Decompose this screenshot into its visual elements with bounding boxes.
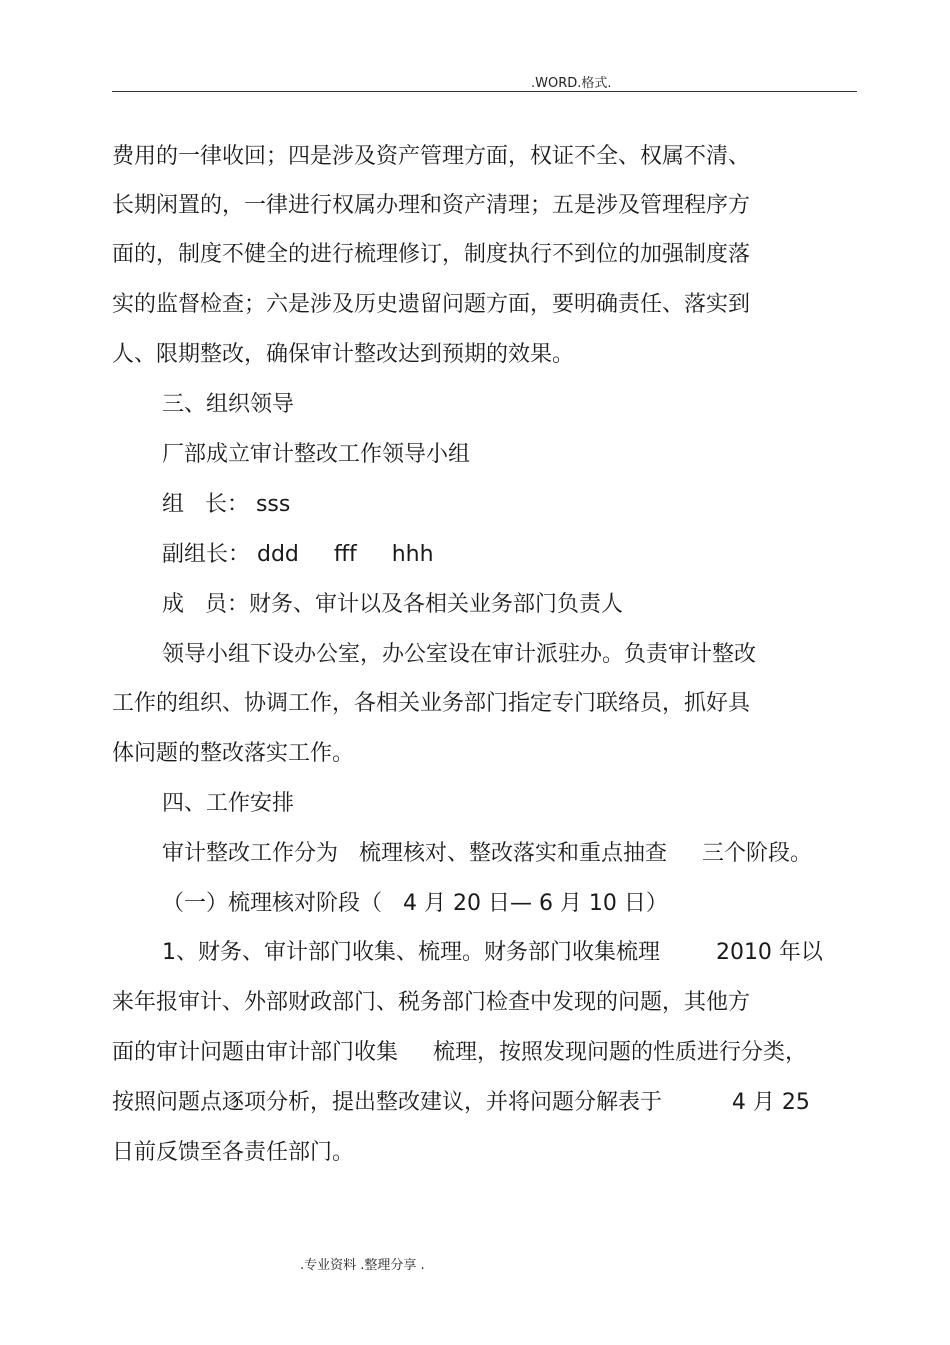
- body-line: 成 员：财务、审计以及各相关业务部门负责人: [162, 592, 623, 617]
- body-line: 长期闲置的，一律进行权属办理和资产清理；五是涉及管理程序方: [112, 193, 751, 218]
- section-heading: 三、组织领导: [162, 392, 295, 417]
- body-line: 工作的组织、协调工作，各相关业务部门指定专门联络员，抓好具: [112, 691, 751, 716]
- body-line: 面的审计问题由审计部门收集 梳理，按照发现问题的性质进行分类，: [112, 1040, 807, 1065]
- body-line: 副组长： ddd fff hhh: [162, 542, 434, 567]
- body-line: 人、限期整改，确保审计整改达到预期的效果。: [112, 342, 575, 367]
- body-line: 审计整改工作分为 梳理核对、整改落实和重点抽查 三个阶段。: [162, 841, 812, 866]
- body-line: 厂部成立审计整改工作领导小组: [162, 442, 471, 467]
- subsection-heading: （一）梳理核对阶段（ 4 月 20 日— 6 月 10 日）: [162, 891, 668, 916]
- page-footer: .专业资料 .整理分享 .: [300, 1258, 425, 1273]
- body-line: 来年报审计、外部财政部门、税务部门检查中发现的问题，其他方: [112, 990, 751, 1015]
- body-line: 组 长： sss: [162, 492, 291, 517]
- body-line: 体问题的整改落实工作。: [112, 741, 355, 766]
- body-line: 费用的一律收回；四是涉及资产管理方面，权证不全、权属不清、: [112, 144, 751, 169]
- body-line: 面的，制度不健全的进行梳理修订，制度执行不到位的加强制度落: [112, 242, 751, 267]
- body-line: 日前反馈至各责任部门。: [112, 1140, 355, 1165]
- header-divider: [112, 91, 857, 92]
- body-line: 按照问题点逐项分析，提出整改建议，并将问题分解表于 4 月 25: [112, 1090, 810, 1115]
- section-heading: 四、工作安排: [162, 791, 295, 816]
- body-line: 1、财务、审计部门收集、梳理。财务部门收集梳理 2010 年以: [162, 940, 823, 965]
- body-line: 领导小组下设办公室，办公室设在审计派驻办。负责审计整改: [162, 642, 757, 667]
- header-text: .WORD.格式.: [531, 76, 612, 91]
- body-line: 实的监督检查；六是涉及历史遗留问题方面，要明确责任、落实到: [112, 292, 751, 317]
